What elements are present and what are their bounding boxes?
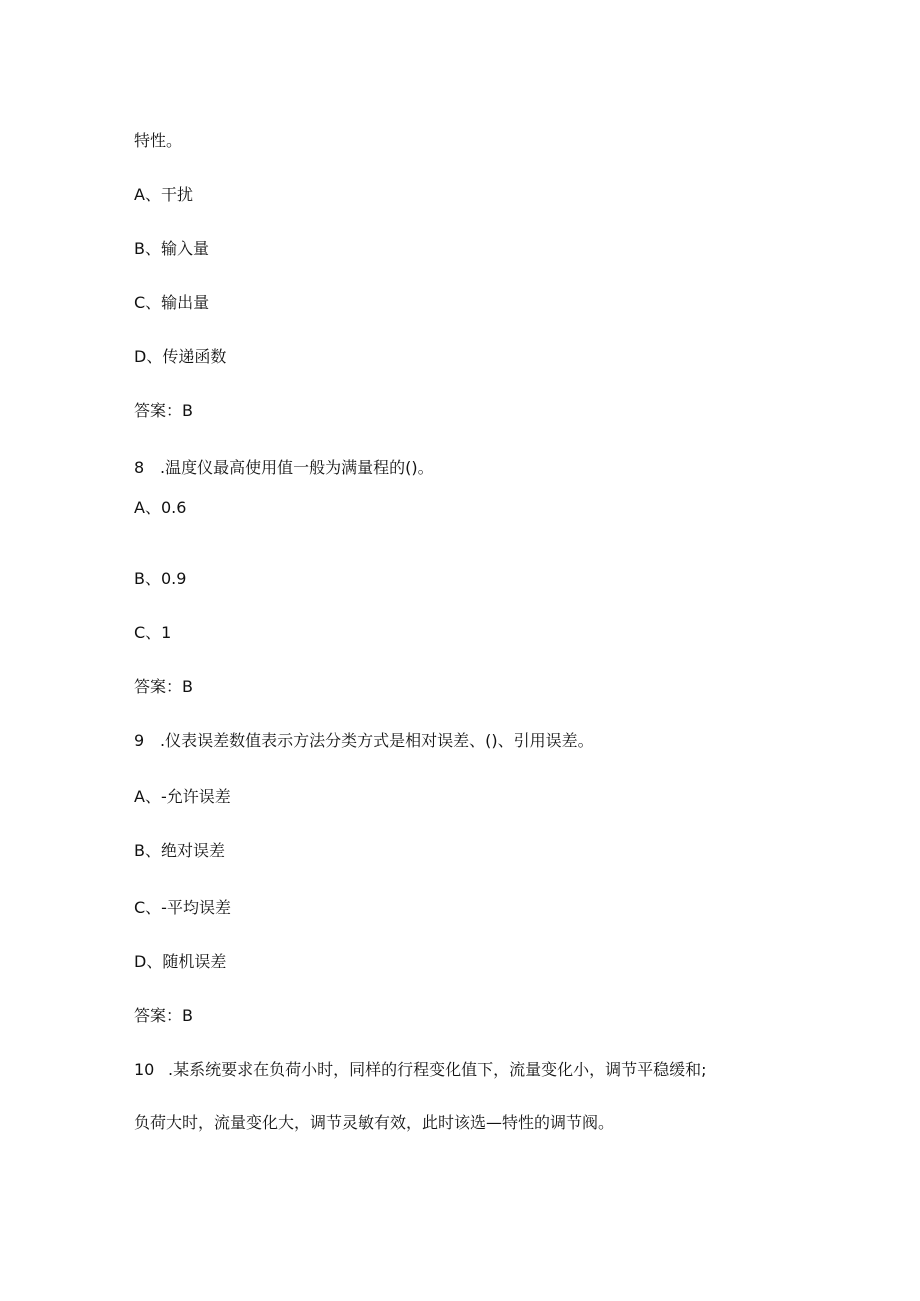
question-10-stem-line-2: 负荷大时，流量变化大，调节灵敏有效，此时该选—特性的调节阀。 xyxy=(134,1113,615,1132)
question-9-number: 9 xyxy=(134,731,145,750)
question-9-option-b: B、绝对误差 xyxy=(134,841,225,860)
question-9-stem xyxy=(134,731,594,751)
question-7-option-d: D、传递函数 xyxy=(134,347,227,366)
question-8-option-a: A、0.6 xyxy=(134,498,187,517)
question-10-number: 10 xyxy=(134,1060,155,1079)
question-8-number: 8 xyxy=(134,458,145,477)
question-7-option-b: B、输入量 xyxy=(134,239,209,258)
question-8-stem xyxy=(134,458,434,478)
question-10-text-1: .某系统要求在负荷小时，同样的行程变化值下，流量变化小，调节平稳缓和; xyxy=(168,1060,707,1079)
question-8-option-b: B、0.9 xyxy=(134,569,187,588)
question-9-text: .仪表误差数值表示方法分类方式是相对误差、()、引用误差。 xyxy=(160,731,594,750)
question-9-option-a: A、-允许误差 xyxy=(134,787,231,806)
question-8-answer: 答案：B xyxy=(134,677,193,696)
question-8-option-c: C、1 xyxy=(134,623,172,642)
question-7-answer: 答案：B xyxy=(134,401,193,420)
question-9-option-d: D、随机误差 xyxy=(134,952,227,971)
question-10-stem-line-1 xyxy=(134,1060,706,1080)
question-7-option-c: C、输出量 xyxy=(134,293,210,312)
question-7-stem-tail: 特性。 xyxy=(134,131,183,150)
question-8-text: .温度仪最高使用值一般为满量程的()。 xyxy=(160,458,434,477)
question-9-option-c: C、-平均误差 xyxy=(134,898,231,917)
question-9-answer: 答案：B xyxy=(134,1006,193,1025)
question-7-option-a: A、干扰 xyxy=(134,185,193,204)
